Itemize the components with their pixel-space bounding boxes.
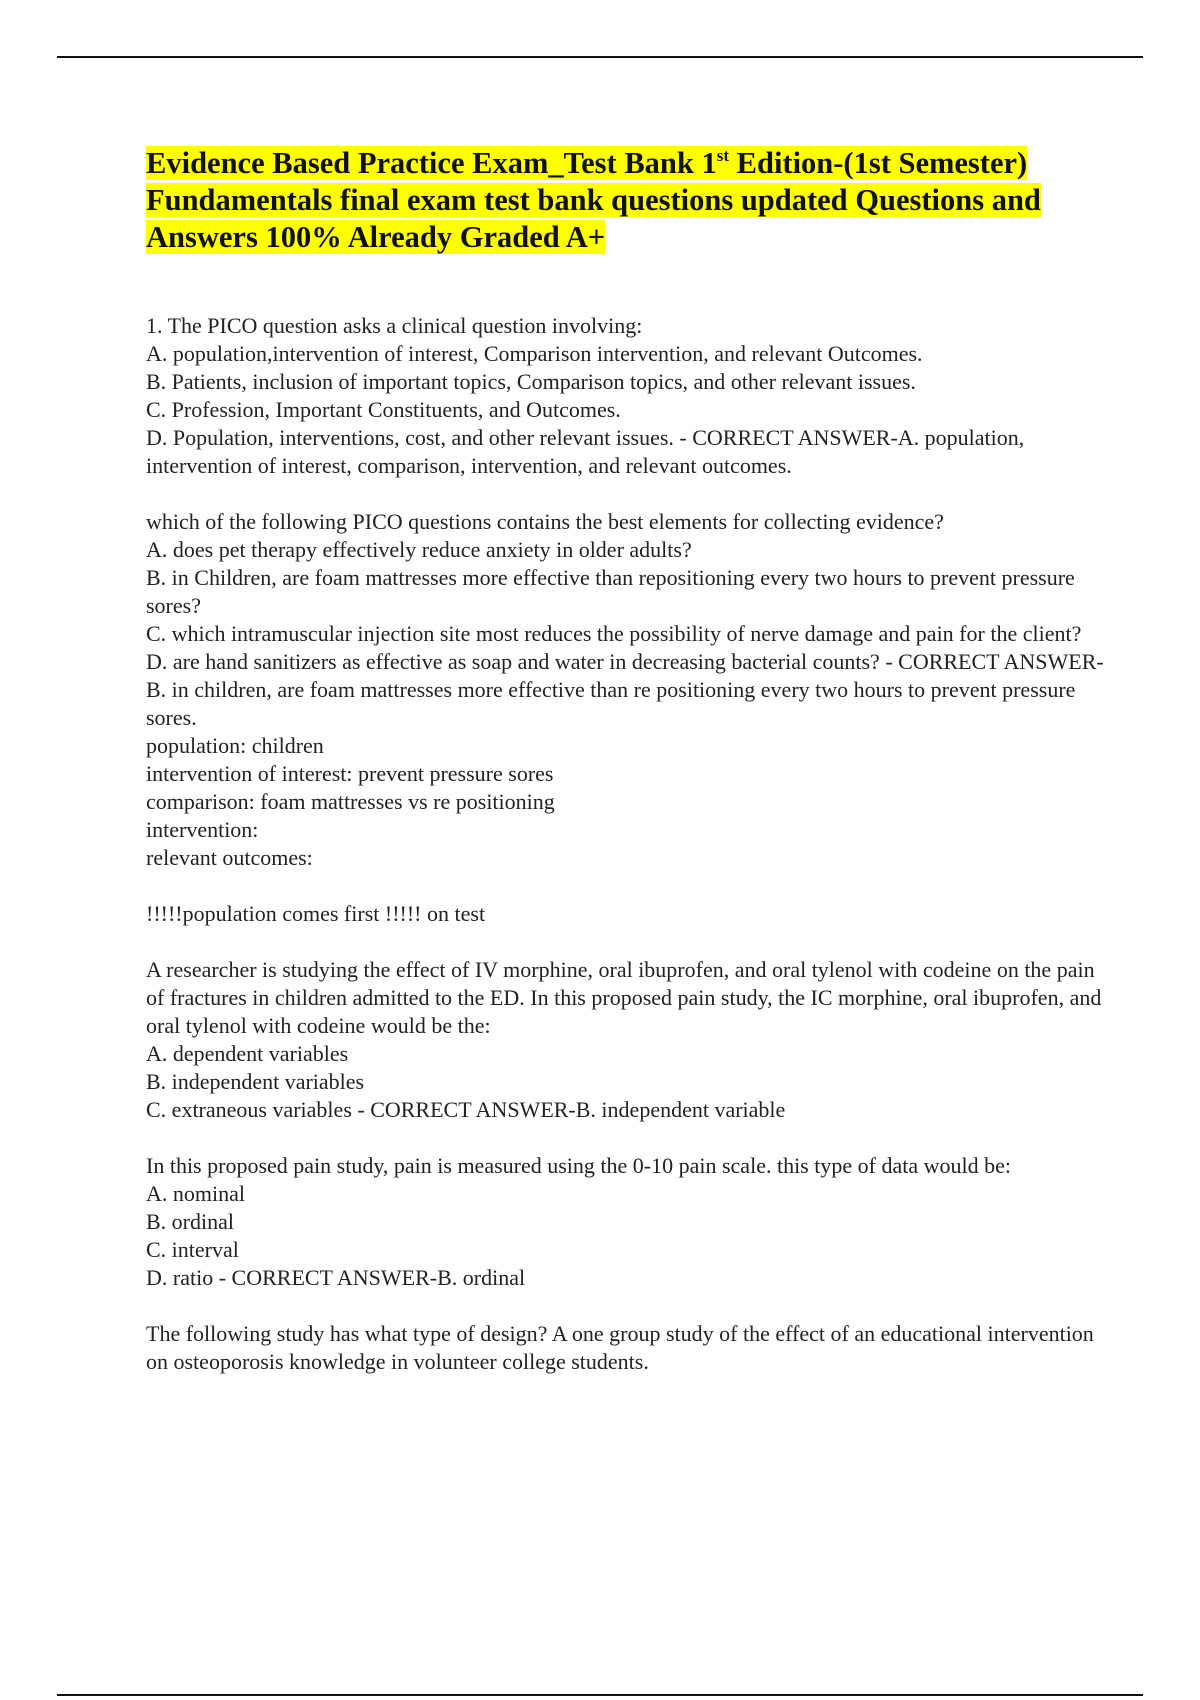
bottom-rule — [57, 1694, 1143, 1696]
text-line: A researcher is studying the effect of IV morphine, oral ibuprofen, and oral tylenol with codeine on the pain of fractures in children admitted to the ED. In this proposed pain study, the IC morphine, oral ibuprofen, and oral tylenol with codeine would be the: — [146, 957, 1102, 1038]
text-line: C. interval — [146, 1237, 239, 1262]
text-line: A. dependent variables — [146, 1041, 349, 1066]
text-line: which of the following PICO questions contains the best elements for collecting evidence? — [146, 509, 944, 534]
text-line: C. extraneous variables - CORRECT ANSWER-B. independent variable — [146, 1097, 786, 1122]
title-superscript: st — [716, 146, 730, 165]
text-line: intervention of interest: prevent pressure sores — [146, 761, 554, 786]
text-line: A. does pet therapy effectively reduce anxiety in older adults? — [146, 537, 692, 562]
text-line: intervention: — [146, 817, 259, 842]
title-part-1: Evidence Based Practice Exam_Test Bank 1 — [146, 146, 717, 180]
text-line: The following study has what type of design? A one group study of the effect of an educational intervention on osteoporosis knowledge in volunteer college students. — [146, 1321, 1094, 1374]
text-line: In this proposed pain study, pain is measured using the 0-10 pain scale. this type of data would be: — [146, 1153, 1011, 1178]
text-line: B. independent variables — [146, 1069, 365, 1094]
question-block — [146, 312, 1106, 480]
text-line: D. Population, interventions, cost, and other relevant issues. - CORRECT ANSWER-A. population, intervention of interest, comparison, intervention, and relevant outcomes. — [146, 425, 1025, 478]
text-line: D. are hand sanitizers as effective as soap and water in decreasing bacterial counts? - CORRECT ANSWER-B. in children, are foam mattresses more effective than re positioning every two hours to prevent pressure sores. — [146, 649, 1104, 730]
question-block — [146, 508, 1106, 872]
text-line: comparison: foam mattresses vs re positioning — [146, 789, 555, 814]
top-rule — [57, 56, 1143, 58]
text-line: relevant outcomes: — [146, 845, 313, 870]
question-block — [146, 900, 1106, 928]
question-block — [146, 1152, 1106, 1292]
text-line: C. which intramuscular injection site most reduces the possibility of nerve damage and pain for the client? — [146, 621, 1082, 646]
text-line: !!!!!population comes first !!!!! on test — [146, 901, 486, 926]
question-block — [146, 1320, 1106, 1376]
title-part-2: Edition-(1st Semester) Fundamentals final exam test bank questions updated Questions and Answers 100% Already Graded A+ — [146, 146, 1041, 254]
text-line: population: children — [146, 733, 324, 758]
text-line: D. ratio - CORRECT ANSWER-B. ordinal — [146, 1265, 526, 1290]
text-line: A. population,intervention of interest, Comparison intervention, and relevant Outcomes. — [146, 341, 923, 366]
document-title — [146, 145, 1106, 256]
document-body — [146, 312, 1106, 1404]
text-line: B. in Children, are foam mattresses more effective than repositioning every two hours to prevent pressure sores? — [146, 565, 1075, 618]
title-highlight — [146, 146, 1041, 254]
text-line: A. nominal — [146, 1181, 245, 1206]
text-line: C. Profession, Important Constituents, and Outcomes. — [146, 397, 621, 422]
text-line: B. Patients, inclusion of important topics, Comparison topics, and other relevant issues. — [146, 369, 916, 394]
text-line: 1. The PICO question asks a clinical question involving: — [146, 313, 643, 338]
text-line: B. ordinal — [146, 1209, 234, 1234]
question-block — [146, 956, 1106, 1124]
